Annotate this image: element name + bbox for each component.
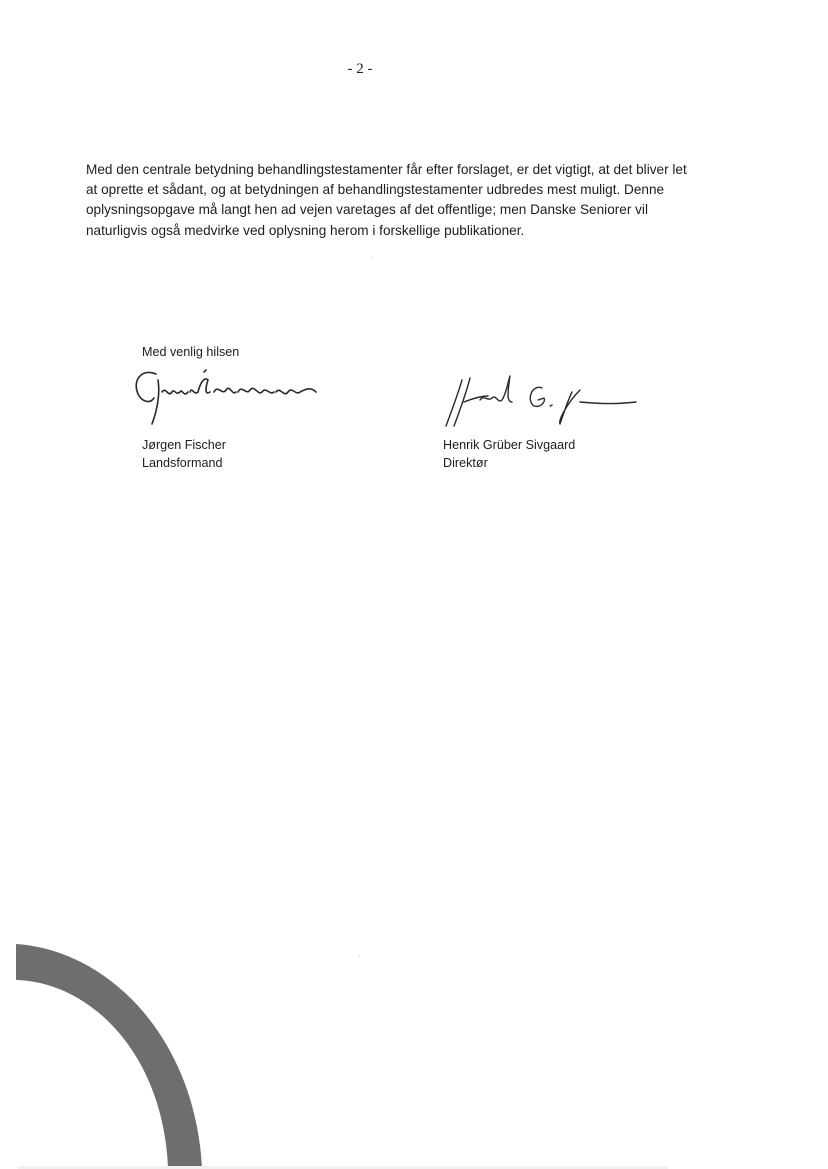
logo-arc bbox=[0, 930, 230, 1169]
signatory-left bbox=[142, 436, 226, 472]
body-line-3: oplysningsopgave må langt hen ad vejen varetages af det offentlige; men Danske Seniorer vil bbox=[86, 202, 648, 218]
page-number: - 2 - bbox=[347, 61, 373, 77]
signatory-name: Jørgen Fischer bbox=[142, 438, 226, 452]
signatory-title: Landsformand bbox=[142, 456, 223, 470]
body-line-1: Med den centrale betydning behandlingstestamenter får efter forslaget, er det vigtigt, at det bliver let bbox=[86, 162, 687, 177]
scan-speck bbox=[358, 955, 360, 957]
closing-greeting: Med venlig hilsen bbox=[142, 345, 240, 359]
signature-right bbox=[440, 372, 645, 432]
signatory-title: Direktør bbox=[443, 456, 488, 470]
signatory-name: Henrik Grüber Sivgaard bbox=[443, 438, 576, 452]
signatory-right bbox=[443, 436, 575, 472]
body-line-2: at oprette et sådant, og at betydningen af behandlingstestamenter udbredes mest muligt. Denne bbox=[86, 182, 665, 198]
scan-speck bbox=[372, 256, 374, 258]
signature-left bbox=[128, 362, 328, 432]
body-line-4: naturligvis også medvirke ved oplysning herom i forskellige publikationer. bbox=[86, 222, 525, 238]
body-paragraph bbox=[86, 160, 756, 241]
